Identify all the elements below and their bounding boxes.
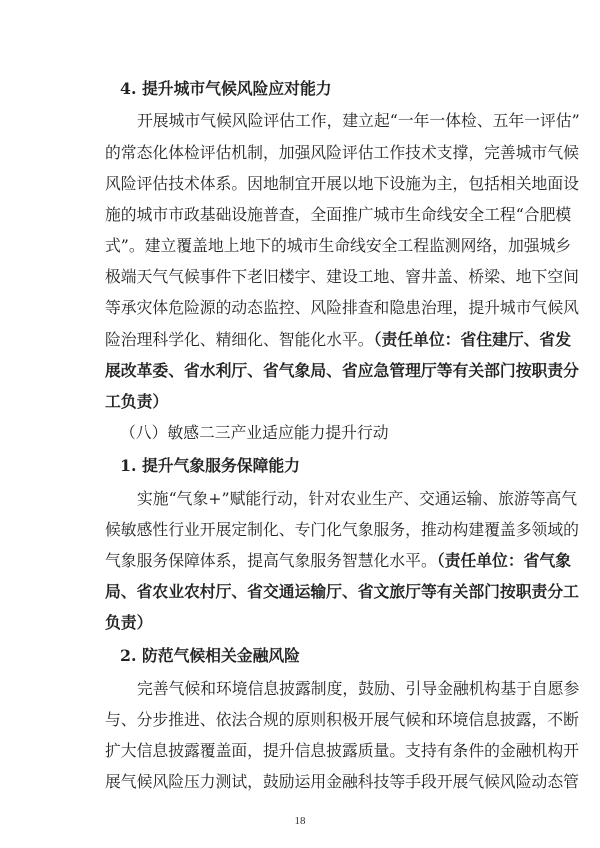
para1-line-8 xyxy=(105,330,572,350)
para1-line-1: 开展城市气候风险评估工作，建立起“一年一体检、五年一评估” xyxy=(137,111,580,130)
para2-line-3 xyxy=(105,551,572,571)
section-8-title: （八）敏感二三产业适应能力提升行动 xyxy=(120,423,389,442)
para2-responsibility-line-1: 局、省农业农村厅、省交通运输厅、省文旅厅等有关部门按职责分工 xyxy=(105,582,579,601)
para2-responsibility-start: （责任单位：省气象 xyxy=(436,551,572,570)
para1-responsibility-line-2: 工负责） xyxy=(105,392,169,411)
para3-line-2: 与、分步推进、依法合规的原则积极开展气候和环境信息披露，不断 xyxy=(105,710,579,729)
para3-line-4: 展气候风险压力测试，鼓励运用金融科技等手段开展气候风险动态管 xyxy=(105,772,579,791)
para1-responsibility-start: （责任单位：省住建厅、省发 xyxy=(373,330,572,349)
para1-line-6: 极端天气气候事件下老旧楼宇、建设工地、窨井盖、桥梁、地下空间 xyxy=(105,267,579,286)
para1-line-3: 风险评估技术体系。因地制宜开展以地下设施为主，包括相关地面设 xyxy=(105,174,579,193)
para3-line-1: 完善气候和环境信息披露制度，鼓励、引导金融机构基于自愿参 xyxy=(137,679,580,698)
para1-line-8-text: 险治理科学化、精细化、智能化水平。 xyxy=(105,330,374,349)
para1-line-7: 等承灾体危险源的动态监控、风险排查和隐患治理，提升城市气候风 xyxy=(105,298,579,317)
para2-line-2: 候敏感性行业开展定制化、专门化气象服务，推动构建覆盖多领域的 xyxy=(105,520,579,539)
para1-line-2: 的常态化体检评估机制，加强风险评估工作技术支撑，完善城市气候 xyxy=(105,143,579,162)
para1-responsibility-line-1: 展改革委、省水利厅、省气象局、省应急管理厅等有关部门按职责分 xyxy=(105,361,579,380)
heading-4: 4. 提升城市气候风险应对能力 xyxy=(120,79,332,98)
heading-2: 2. 防范气候相关金融风险 xyxy=(120,646,300,665)
para1-line-4: 施的城市市政基础设施普查，全面推广城市生命线安全工程“合肥模 xyxy=(105,205,572,224)
para2-responsibility-line-2: 负责） xyxy=(105,613,153,632)
para2-line-1: 实施“气象+”赋能行动，针对农业生产、交通运输、旅游等高气 xyxy=(137,489,578,508)
heading-1: 1. 提升气象服务保障能力 xyxy=(120,456,300,475)
para3-line-3: 扩大信息披露覆盖面，提升信息披露质量。支持有条件的金融机构开 xyxy=(105,741,579,760)
para2-line-3-text: 气象服务保障体系，提高气象服务智慧化水平。 xyxy=(105,551,437,570)
para1-line-5: 式”。建立覆盖地上地下的城市生命线安全工程监测网络，加强城乡 xyxy=(105,236,572,255)
page-number: 18 xyxy=(294,815,306,827)
